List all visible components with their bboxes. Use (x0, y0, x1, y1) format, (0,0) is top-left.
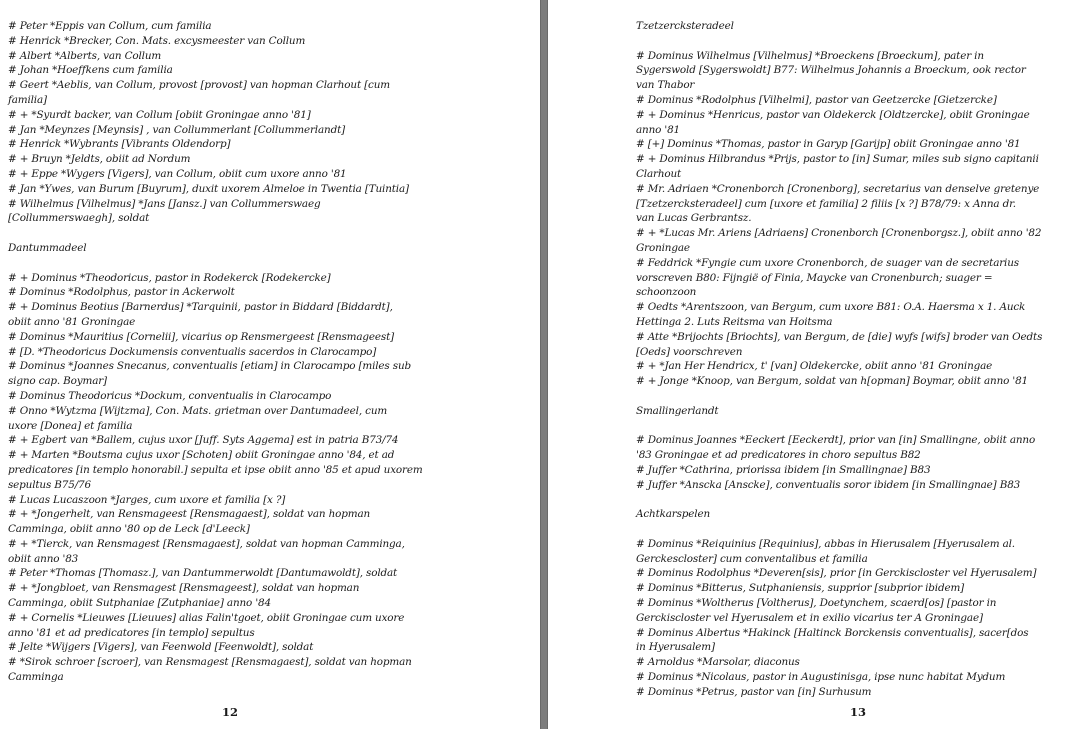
text-line: # Peter *Thomas [Thomasz.], van Dantummerwoldt [Dantumawoldt], soldat (8, 567, 398, 580)
text-line: [Tzetzercksteradeel] cum [uxore et familia] 2 filiis [x ?] B78/79: x Anna dr. (636, 197, 1016, 210)
blank-line (8, 226, 448, 241)
text-line: # Arnoldus *Marsolar, diaconus (636, 656, 800, 669)
text-line: # Dominus Theodoricus *Dockum, conventualis in Clarocampo (8, 389, 332, 402)
text-line: # Henrick *Brecker, Con. Mats. excysmeester van Collum (8, 34, 306, 47)
text-line: Gerckiscloster vel Hyerusalem et in exilio vicarius ter A Groningae] (636, 611, 983, 624)
page-left (0, 0, 540, 729)
text-line: # + *Jan Her Hendricx, t' [van] Oldekercke, obiit anno '81 Groningae (636, 360, 993, 373)
text-line: # + *Jongbloet, van Rensmagest [Rensmageest], soldat van hopman (8, 582, 360, 595)
text-line: # + Egbert van *Ballem, cujus uxor [Juff. Syts Aggema] est in patria B73/74 (8, 434, 399, 447)
text-line: familia] (8, 93, 47, 106)
blank-line (636, 493, 1084, 508)
text-line: # + *Syurdt backer, van Collum [obiit Groningae anno '81] (8, 108, 311, 121)
text-line: # Juffer *Anscka [Anscke], conventualis soror ibidem [in Smallingnae] B83 (636, 478, 1021, 491)
text-line: # Jan *Meynzes [Meynsis] , van Collummerlant [Collummerlandt] (8, 123, 345, 136)
text-line: van Thabor (636, 79, 695, 92)
text-line: Camminga (8, 671, 64, 684)
text-line: # Dominus Wilhelmus [Vilhelmus] *Broeckens [Broeckum], pater in (636, 49, 984, 62)
text-line: # Peter *Eppis van Collum, cum familia (8, 20, 212, 32)
text-line: # + Dominus *Theodoricus, pastor in Rodekerck [Rodekercke] (8, 271, 331, 284)
text-line: # Oedts *Arentszoon, van Bergum, cum uxore B81: O.A. Haersma x 1. Auck (636, 301, 1026, 314)
text-line: # Dominus *Nicolaus, pastor in Augustinisga, ipse nunc habitat Mydum (636, 671, 1006, 684)
page-right (548, 0, 1091, 729)
text-line: '83 Groningae et ad predicatores in choro sepultus B82 (636, 449, 921, 462)
text-line: # Onno *Wytzma [Wijtzma], Con. Mats. grietman over Dantumadeel, cum (8, 404, 388, 417)
text-line: signo cap. Boymar] (8, 375, 107, 388)
text-line: # Jelte *Wijgers [Vigers], van Feenwold [Feenwoldt], soldat (8, 641, 314, 654)
text-block (8, 19, 448, 685)
text-line: # Jan *Ywes, van Burum [Buyrum], duxit uxorem Almeloe in Twentia [Tuintia] (8, 182, 409, 195)
blank-line (636, 419, 1084, 434)
text-line: obiit anno '81 Groningae (8, 315, 136, 328)
text-line: Clarhout (636, 167, 682, 180)
text-line: in Hyerusalem] (636, 641, 715, 654)
section-heading: Dantummadeel (8, 241, 87, 254)
text-line: # Dominus *Rodolphus [Vilhelmi], pastor van Geetzercke [Gietzercke] (636, 93, 997, 106)
text-line: # Dominus *Petrus, pastor van [in] Surhusum (636, 685, 872, 698)
section-heading: Tzetzercksteradeel (636, 20, 734, 32)
text-line: # Lucas Lucaszoon *Jarges, cum uxore et familia [x ?] (8, 493, 286, 506)
text-line: Hettinga 2. Luts Reitsma van Hoitsma (636, 315, 833, 328)
text-line: van Lucas Gerbrantsz. (636, 212, 752, 225)
text-line: anno '81 et ad predicatores [in templo] sepultus (8, 626, 255, 639)
text-line: # Dominus Albertus *Hakinck [Haltinck Borckensis conventualis], sacer[dos (636, 626, 1029, 639)
text-line: # Dominus *Woltherus [Voltherus], Doetynchem, scaerd[os] [pastor in (636, 597, 997, 610)
text-line: # + *Lucas Mr. Ariens [Adriaens] Cronenborch [Cronenborgsz.], obiit anno '82 (636, 227, 1042, 240)
section-heading: Achtkarspelen (636, 508, 710, 521)
text-line: Camminga, obiit anno '80 op de Leck [d'Leeck] (8, 523, 250, 536)
text-line: # Geert *Aeblis, van Collum, provost [provost] van hopman Clarhout [cum (8, 79, 390, 92)
text-line: # Johan *Hoeffkens cum familia (8, 64, 173, 77)
text-line: # Albert *Alberts, van Collum (8, 49, 162, 62)
blank-line (636, 389, 1084, 404)
text-line: # Dominus *Reiquinius [Requinius], abbas in Hierusalem [Hyerusalem al. (636, 537, 1015, 550)
page-number: 13 (850, 705, 867, 719)
text-line: # Mr. Adriaen *Cronenborch [Cronenborg], secretarius van denselve gretenye (636, 182, 1040, 195)
text-line: schoonzoon (636, 286, 697, 299)
text-line: # Juffer *Cathrina, priorissa ibidem [in Smallingnae] B83 (636, 463, 931, 476)
text-line: # + Dominus Beotius [Barnerdus] *Tarquinii, pastor in Biddard [Biddardt], (8, 301, 393, 314)
text-line: Sygerswold [Sygerswoldt] B77: Wilhelmus Johannis a Broeckum, ook rector (636, 64, 1026, 77)
blank-line (8, 256, 448, 271)
text-line: anno '81 (636, 123, 681, 136)
section-heading: Smallingerlandt (636, 404, 719, 417)
page-number: 12 (222, 705, 239, 719)
text-line: # Dominus *Bitterus, Sutphaniensis, supprior [subprior ibidem] (636, 582, 965, 595)
text-block (636, 19, 1084, 700)
text-line: uxore [Donea] et familia (8, 419, 133, 432)
text-line: # + Eppe *Wygers [Vigers], van Collum, obiit cum uxore anno '81 (8, 167, 347, 180)
text-line: # Dominus Joannes *Eeckert [Eeckerdt], prior van [in] Smallingne, obiit anno (636, 434, 1036, 447)
text-line: # Dominus *Mauritius [Cornelii], vicarius op Rensmergeest [Rensmageest] (8, 330, 395, 343)
text-line: # Atte *Brijochts [Briochts], van Bergum, de [die] wyfs [wifs] broder van Oedts (636, 330, 1043, 343)
text-line: vorscreven B80: Fijngië of Finia, Maycke van Cronenburch; suager = (636, 271, 993, 284)
page-gutter (540, 0, 548, 729)
text-line: # Dominus *Joannes Snecanus, conventualis [etiam] in Clarocampo [miles sub (8, 360, 411, 373)
text-line: [Oeds] voorschreven (636, 345, 743, 358)
text-line: # + Dominus Hilbrandus *Prijs, pastor to [in] Sumar, miles sub signo capitanii (636, 153, 1039, 166)
text-line: # + Jonge *Knoop, van Bergum, soldat van h[opman] Boymar, obiit anno '81 (636, 375, 1028, 388)
text-line: obiit anno '83 (8, 552, 79, 565)
text-line: # + Cornelis *Lieuwes [Lieuues] alias Falin'tgoet, obiit Groningae cum uxore (8, 611, 405, 624)
text-line: # + Bruyn *Jeldts, obiit ad Nordum (8, 153, 191, 166)
text-line: # + *Jongerhelt, van Rensmageest [Rensmagaest], soldat van hopman (8, 508, 371, 521)
text-line: Groningae (636, 241, 690, 254)
text-line: # [+] Dominus *Thomas, pastor in Garyp [Garijp] obiit Groningae anno '81 (636, 138, 1021, 151)
text-line: Gerckescloster] cum conventalibus et familia (636, 552, 868, 565)
text-line: # Dominus *Rodolphus, pastor in Ackerwolt (8, 286, 235, 299)
text-line: Camminga, obiit Sutphaniae [Zutphaniae] anno '84 (8, 597, 271, 610)
text-line: sepultus B75/76 (8, 478, 91, 491)
text-line: # + Marten *Boutsma cujus uxor [Schoten] obiit Groningae anno '84, et ad (8, 449, 395, 462)
blank-line (636, 522, 1084, 537)
text-line: # Feddrick *Fyngie cum uxore Cronenborch, de suager van de secretarius (636, 256, 1019, 269)
text-line: # Wilhelmus [Vilhelmus] *Jans [Jansz.] van Collummerswaeg (8, 197, 321, 210)
text-line: [Collummerswaegh], soldat (8, 212, 150, 225)
text-line: # *Sirok schroer [scroer], van Rensmagest [Rensmagaest], soldat van hopman (8, 656, 412, 669)
blank-line (636, 34, 1084, 49)
text-line: # + *Tierck, van Rensmagest [Rensmagaest], soldat van hopman Camminga, (8, 537, 405, 550)
text-line: # Dominus Rodolphus *Deveren[sis], prior [in Gerckiscloster vel Hyerusalem] (636, 567, 1037, 580)
text-line: # + Dominus *Henricus, pastor van Oldekerck [Oldtzercke], obiit Groningae (636, 108, 1030, 121)
text-line: predicatores [in templo honorabil.] sepulta et ipse obiit anno '85 et apud uxorem (8, 463, 423, 476)
text-line: # [D. *Theodoricus Dockumensis conventualis sacerdos in Clarocampo] (8, 345, 377, 358)
text-line: # Henrick *Wybrants [Vibrants Oldendorp] (8, 138, 231, 151)
